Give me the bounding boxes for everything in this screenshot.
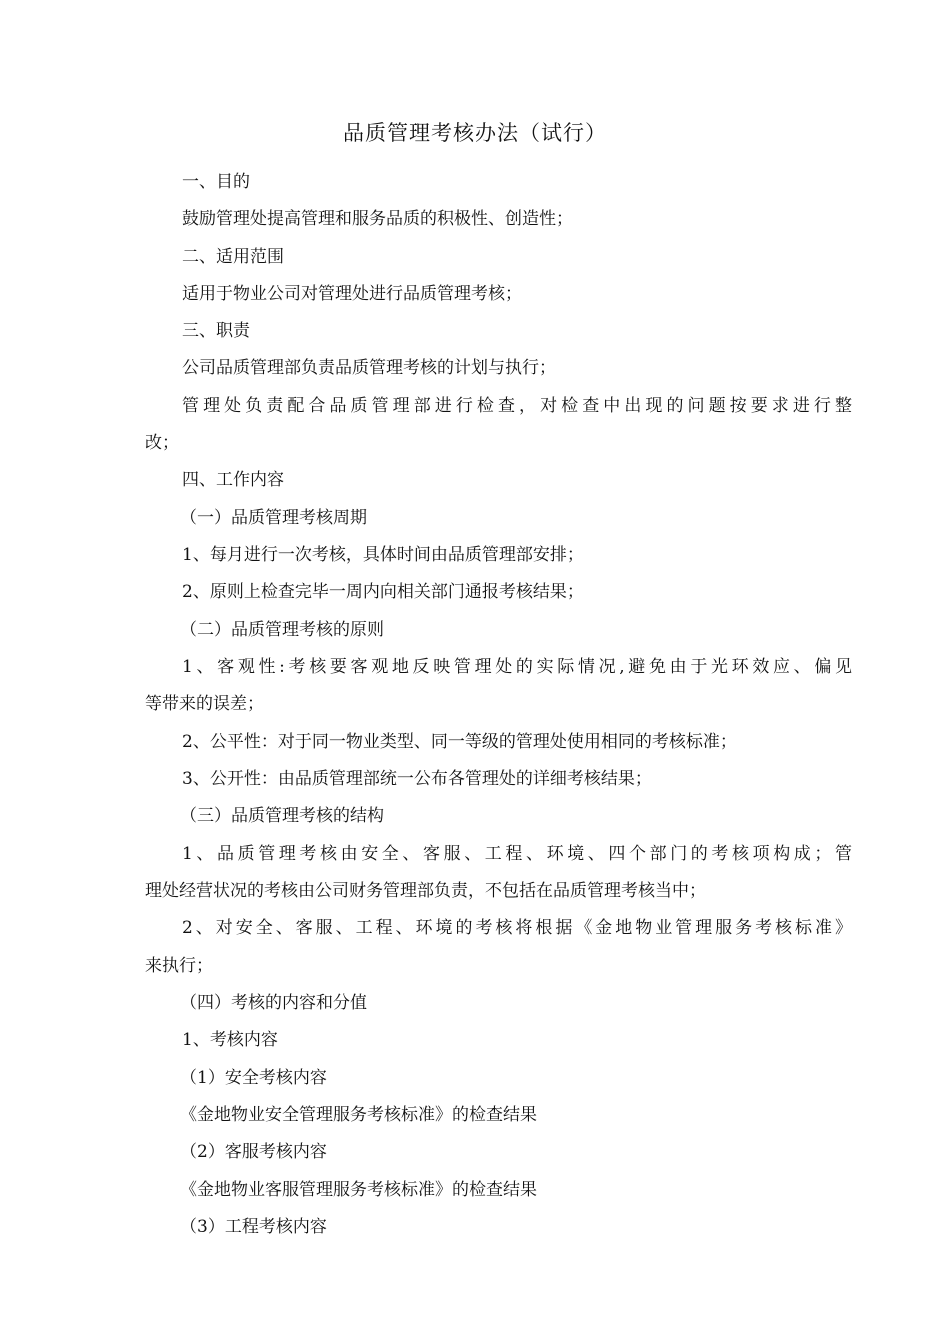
section-heading-work-content: 四、工作内容 [182, 470, 284, 490]
paragraph: 《金地物业安全管理服务考核标准》的检查结果 [180, 1105, 537, 1125]
sub-item-heading: （2）客服考核内容 [180, 1142, 327, 1162]
section-heading-purpose: 一、目的 [182, 172, 250, 192]
list-item: 1、客观性:考核要客观地反映管理处的实际情况,避免由于光环效应、偏见 [182, 657, 852, 677]
paragraph: 管理处负责配合品质管理部进行检查，对检查中出现的问题按要求进行整 [182, 396, 852, 416]
subsection-heading: （三）品质管理考核的结构 [180, 806, 384, 826]
list-item: 2、公平性：对于同一物业类型、同一等级的管理处使用相同的考核标准； [182, 732, 737, 752]
paragraph: 鼓励管理处提高管理和服务品质的积极性、创造性； [182, 209, 573, 229]
list-item-continuation: 等带来的误差； [145, 694, 264, 714]
sub-item-heading: （3）工程考核内容 [180, 1217, 327, 1237]
section-heading-scope: 二、适用范围 [182, 247, 284, 267]
paragraph: 《金地物业客服管理服务考核标准》的检查结果 [180, 1180, 537, 1200]
list-item-continuation: 理处经营状况的考核由公司财务管理部负责，不包括在品质管理考核当中； [145, 881, 706, 901]
subsection-heading: （二）品质管理考核的原则 [180, 620, 384, 640]
list-item-continuation: 来执行； [145, 956, 213, 976]
document-title: 品质管理考核办法（试行） [343, 121, 607, 145]
list-item: 1、考核内容 [182, 1030, 278, 1050]
sub-item-heading: （1）安全考核内容 [180, 1068, 327, 1088]
list-item: 1、品质管理考核由安全、客服、工程、环境、四个部门的考核项构成；管 [182, 844, 852, 864]
list-item: 2、对安全、客服、工程、环境的考核将根据《金地物业管理服务考核标准》 [182, 918, 852, 938]
paragraph: 适用于物业公司对管理处进行品质管理考核； [182, 284, 522, 304]
list-item: 2、原则上检查完毕一周内向相关部门通报考核结果； [182, 582, 584, 602]
subsection-heading: （四）考核的内容和分值 [180, 993, 367, 1013]
paragraph-continuation: 改； [145, 433, 179, 453]
paragraph: 公司品质管理部负责品质管理考核的计划与执行； [182, 358, 556, 378]
section-heading-duties: 三、职责 [182, 321, 250, 341]
subsection-heading: （一）品质管理考核周期 [180, 508, 367, 528]
list-item: 1、每月进行一次考核，具体时间由品质管理部安排； [182, 545, 584, 565]
list-item: 3、公开性：由品质管理部统一公布各管理处的详细考核结果； [182, 769, 652, 789]
